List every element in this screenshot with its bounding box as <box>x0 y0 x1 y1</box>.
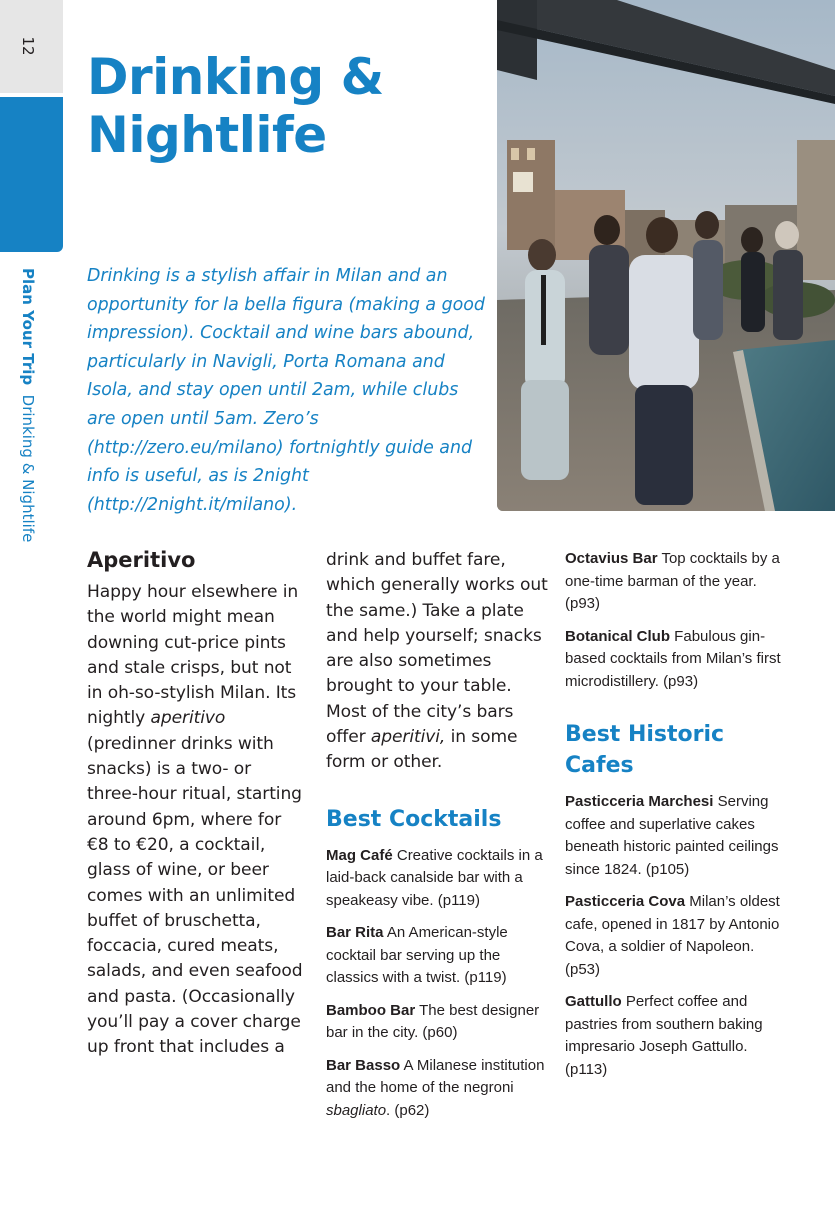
listing-desc: The best designer bar in the city. (p60) <box>326 1001 540 1042</box>
listing-desc: Fabulous gin-based cocktails from Milan’s first microdistillery. (p93) <box>565 627 781 690</box>
listing-desc: Creative cocktails in a laid-back canalside bar with a speakeasy vibe. (p119) <box>326 846 543 909</box>
listing-desc: Milan’s oldest cafe, opened in 1817 by Antonio Cova, a soldier of Napoleon. (p53) <box>565 893 780 978</box>
listing-entry <box>565 991 790 1081</box>
title-line: Nightlife <box>87 106 327 164</box>
aperitivo-heading: Aperitivo <box>87 548 196 572</box>
rooftop-bar-photo <box>497 0 835 511</box>
aperitivo-text: drink and buffet fare, which generally works out the same.) Take a plate and help yourself; snacks are also sometimes brought to your table. Most of the city’s bars offer <box>326 550 548 748</box>
side-section-label: Plan Your Trip <box>19 268 37 386</box>
listing-entry <box>326 1055 548 1123</box>
middle-column <box>326 548 548 1132</box>
listing-name: Bamboo Bar <box>326 1001 416 1019</box>
aperitivo-text: (predinner drinks with snacks) is a two- or three-hour ritual, starting around 6pm, where for €8 to €20, a cocktail, glass of wine, or beer comes with an unlimited buffet of bruschetta, foccacia, cured meats, salads, and even seafood and pasta. (Occasionally you’ll pay a cover charge up front that includes a <box>87 733 303 1058</box>
aperitivi-term: aperitivi, <box>370 727 446 748</box>
listing-desc: Top cocktails by a one-time barman of the year. (p93) <box>565 550 780 612</box>
page-number: 12 <box>19 36 37 56</box>
listing-entry <box>326 1000 548 1045</box>
listing-name: Octavius Bar <box>565 550 658 567</box>
right-column <box>565 548 790 1091</box>
listing-name: Pasticceria Cova <box>565 893 686 910</box>
page-title <box>87 48 487 164</box>
listing-entry <box>565 548 790 616</box>
listing-desc: A Milanese institution and the home of the negroni <box>326 1056 545 1097</box>
listing-desc: . (p62) <box>386 1101 430 1119</box>
listing-italic: sbagliato <box>326 1101 387 1119</box>
listing-desc: An American-style cocktail bar serving up the classics with a twist. (p119) <box>326 924 508 987</box>
listing-entry <box>565 891 790 981</box>
listing-name: Gattullo <box>565 993 622 1010</box>
side-running-header <box>19 268 37 542</box>
listing-name: Pasticceria Marchesi <box>565 793 714 810</box>
aperitivo-column <box>87 548 307 1061</box>
listing-name: Botanical Club <box>565 627 671 645</box>
chapter-tab <box>0 97 63 252</box>
title-line: Drinking & <box>87 48 384 106</box>
listing-desc: Serving coffee and superlative cakes beneath historic painted ceilings since 1824. (p105) <box>565 793 779 878</box>
listing-entry <box>326 845 548 913</box>
side-chapter-label: Drinking & Nightlife <box>19 394 37 543</box>
aperitivo-paragraph <box>87 580 307 1061</box>
listing-name: Bar Rita <box>326 924 384 942</box>
intro-paragraph: Drinking is a stylish affair in Milan and an opportunity for la bella figura (making a good impression). Cocktail and wine bars abound, particularly in Navigli, Porta Romana and Isola, and stay open until 2am, while clubs are open until 5am. Zero’s (http://zero.eu/milano) fortnightly guide and info is useful, as is 2night (http://2night.it/milano). <box>87 266 485 515</box>
listing-entry <box>565 791 790 881</box>
listing-name: Mag Café <box>326 846 393 864</box>
aperitivo-text: Happy hour elsewhere in the world might mean downing cut-price pints and stale crisps, but not in oh-so-stylish Milan. Its nightly <box>87 582 299 729</box>
listing-name: Bar Basso <box>326 1056 401 1074</box>
aperitivo-term: aperitivo <box>150 708 226 729</box>
aperitivo-paragraph-continued <box>326 548 548 776</box>
best-cocktails-heading: Best Cocktails <box>326 806 502 832</box>
best-historic-cafes-heading: Best Historic Cafes <box>565 722 725 778</box>
listing-entry <box>565 626 790 694</box>
aperitivo-text: in some form or other. <box>326 727 518 773</box>
listing-entry <box>326 922 548 990</box>
listing-desc: Perfect coffee and pastries from southern baking impresario Joseph Gattullo. (p113) <box>565 993 763 1078</box>
